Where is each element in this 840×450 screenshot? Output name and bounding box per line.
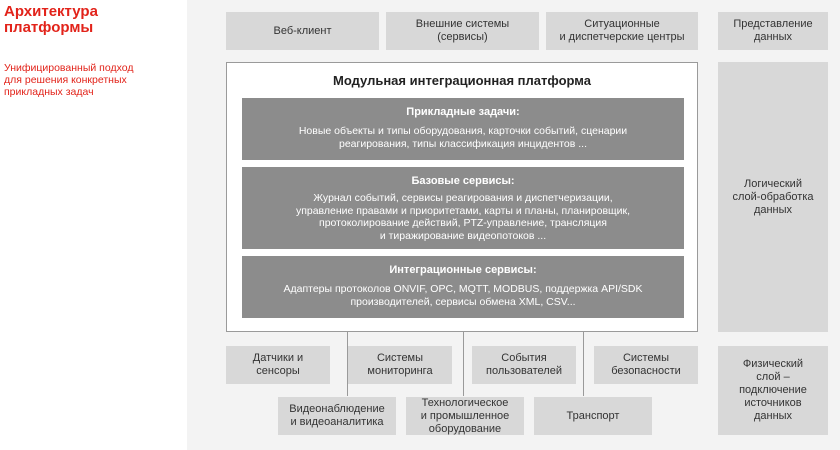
level-presentation: Представление данных [718,12,828,50]
source-sensors: Датчики и сенсоры [226,346,330,384]
source-monitoring: Системы мониторинга [348,346,452,384]
layer-title: Интеграционные сервисы: [389,264,537,276]
level-logical: Логический слой-обработка данных [718,62,828,332]
source-security: Системы безопасности [594,346,698,384]
source-industrial: Технологическое и промышленное оборудование [406,397,524,435]
layer-title: Базовые сервисы: [411,175,515,187]
top-box-situation-centers: Ситуационные и диспетчерские центры [546,12,698,50]
layer-text: Журнал событий, сервисы реагирования и диспетчеризации, управление правами и приоритетами, карты и планы, планировщик, протоколирование действий, PTZ-управление, трансляция и тиражирование видеопотоков ... [295,192,631,242]
top-box-web-client: Веб-клиент [226,12,379,50]
layer-base-services [242,167,684,249]
page-title: Архитектура платформы [4,3,98,36]
page-subtitle: Унифицированный подход для решения конкретных прикладных задач [4,62,134,98]
connector-line [583,332,584,396]
source-transport: Транспорт [534,397,652,435]
layer-integration-services [242,256,684,318]
connector-line [463,332,464,396]
layer-text: Адаптеры протоколов ONVIF, OPC, MQTT, MODBUS, поддержка API/SDK производителей, сервисы обмена XML, CSV... [283,283,643,308]
source-video: Видеонаблюдение и видеоаналитика [278,397,396,435]
layer-applied-tasks [242,98,684,160]
layer-text: Новые объекты и типы оборудования, карточки событий, сценарии реагирования, типы классификация инцидентов ... [298,125,628,150]
top-box-external-systems: Внешние системы (сервисы) [386,12,539,50]
integration-platform [226,62,698,332]
layer-title: Прикладные задачи: [406,106,520,118]
level-physical: Физический слой – подключение источников данных [718,346,828,435]
heading-area [0,0,184,450]
source-user-events: События пользователей [472,346,576,384]
platform-title: Модульная интеграционная платформа [333,73,591,88]
